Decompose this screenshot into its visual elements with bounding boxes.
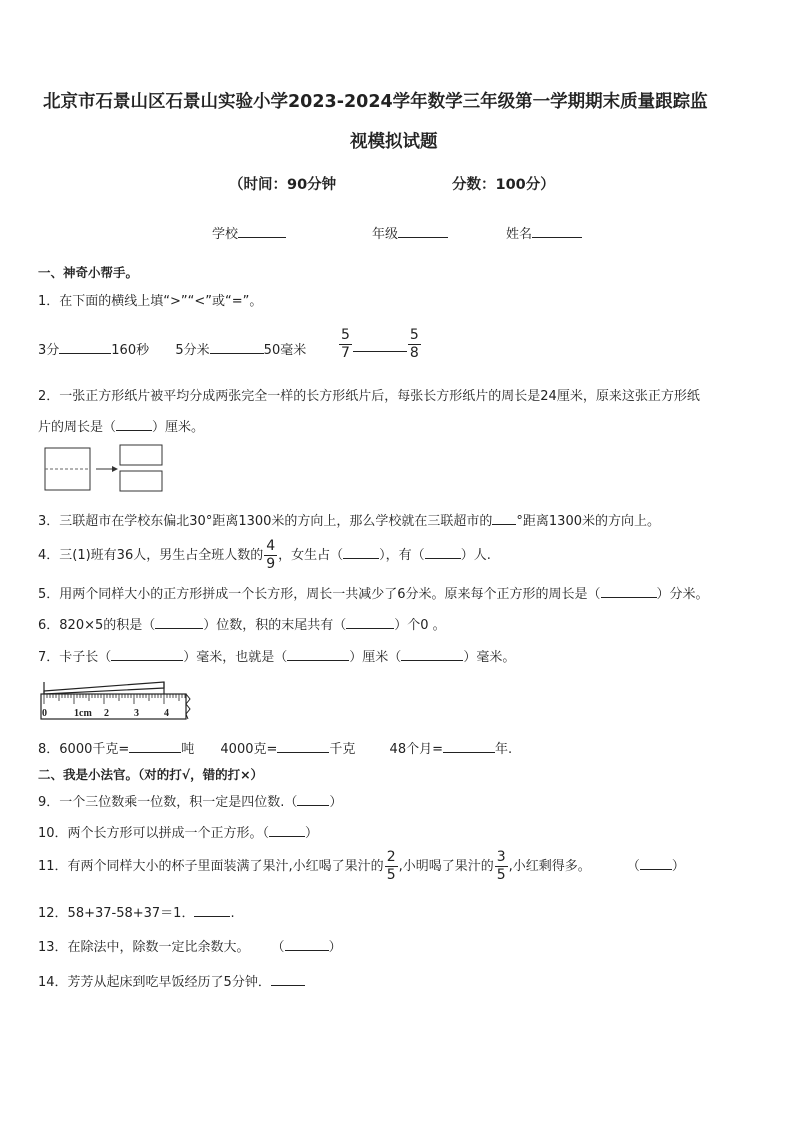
school-label: 学校 — [212, 227, 239, 242]
q9 — [38, 791, 342, 810]
q4-text-a: 4．三(1)班有36人，男生占全班人数的 — [38, 548, 264, 563]
ruler-break-edge — [186, 694, 190, 719]
q2-line1: 2．一张正方形纸片被平均分成两张完全一样的长方形纸片后，每张长方形纸片的周长是24厘米，原来这张正方形纸 — [38, 389, 700, 404]
page-title-line1: 北京市石景山区石景山实验小学2023-2024学年数学三年级第一学期期末质量跟踪监 — [43, 92, 708, 112]
q11-text-e: ） — [671, 859, 685, 874]
q6-text-c: ）个0 。 — [394, 618, 446, 633]
q8-blank-2[interactable] — [277, 739, 329, 753]
fraction-numerator: 5 — [341, 327, 350, 343]
name-field — [506, 223, 582, 242]
q11-fraction-1 — [385, 849, 398, 884]
q2-text-a: 片的周长是（ — [38, 420, 117, 435]
q1-item1-blank[interactable] — [59, 340, 111, 354]
q5-text-b: ）分米。 — [656, 587, 709, 602]
fraction-denominator: 9 — [266, 556, 276, 572]
fraction-denominator: 8 — [409, 345, 419, 361]
q1-item1-left: 3分 — [38, 343, 60, 358]
q3-text-b: °距离1300米的方向上。 — [516, 514, 660, 529]
q11-text-c: ,小红剩得多。 — [508, 859, 591, 874]
q1-item3-left-fraction — [339, 327, 352, 362]
q1-items — [38, 339, 306, 358]
q11-text-d: （ — [626, 859, 640, 874]
q6-text-b: ）位数，积的末尾共有（ — [203, 618, 347, 633]
fraction-numerator: 5 — [409, 327, 419, 343]
q5-blank[interactable] — [601, 584, 657, 598]
q3 — [38, 510, 660, 529]
q8-text-a: 8．6000千克= — [38, 742, 130, 757]
ruler-label: 3 — [134, 708, 139, 719]
name-label: 姓名 — [506, 227, 533, 242]
arrow-head-icon — [112, 466, 118, 472]
q10-text-b: ） — [305, 826, 319, 841]
q8-blank-1[interactable] — [129, 739, 181, 753]
q2-line2 — [38, 416, 204, 435]
q7-blank-3[interactable] — [401, 647, 463, 661]
grade-field — [372, 223, 448, 242]
q13 — [38, 936, 342, 955]
page-title-line2: 视模拟试题 — [350, 132, 438, 152]
fraction-denominator: 7 — [341, 345, 350, 361]
fraction-numerator: 4 — [266, 538, 276, 554]
ruler-figure — [38, 674, 192, 722]
q14-blank[interactable] — [271, 972, 305, 986]
q1-item3-right-fraction — [408, 327, 421, 362]
rectangle-top — [120, 445, 162, 465]
q11-fraction-2 — [495, 849, 508, 884]
q14 — [38, 971, 305, 990]
ruler-label: 0 — [42, 708, 47, 719]
q8-text-d: 千克 — [329, 742, 356, 757]
q4-text-d: ）人. — [460, 548, 491, 563]
q4-blank-2[interactable] — [425, 545, 461, 559]
q1-text: 1．在下面的横线上填“>”“<”或“=”。 — [38, 294, 263, 309]
q7 — [38, 646, 515, 665]
q14-text-a: 14．芳芳从起床到吃早饭经历了5分钟． — [38, 975, 271, 990]
q11 — [38, 849, 685, 884]
section2-heading: 二、我是小法官。（对的打√，错的打×） — [38, 767, 264, 782]
q9-text-a: 9．一个三位数乘一位数，积一定是四位数.（ — [38, 795, 298, 810]
q7-blank-2[interactable] — [287, 647, 349, 661]
square-split-figure — [44, 444, 166, 494]
q8-text-c: 4000克= — [220, 742, 278, 757]
q1-item2-right: 50毫米 — [263, 343, 307, 358]
q13-text-a: 13．在除法中，除数一定比余数大。 — [38, 940, 250, 955]
school-blank[interactable] — [238, 224, 286, 238]
fraction-denominator: 5 — [496, 867, 506, 883]
fraction-denominator: 5 — [386, 867, 396, 883]
q2-text-b: ）厘米。 — [152, 420, 205, 435]
school-field — [212, 223, 286, 242]
q13-blank[interactable] — [285, 937, 329, 951]
q7-blank-1[interactable] — [111, 647, 183, 661]
q13-text-c: ） — [328, 940, 342, 955]
q11-text-b: ,小明喝了果汁的 — [398, 859, 494, 874]
q4 — [38, 538, 491, 573]
q1-item3 — [338, 327, 422, 362]
grade-blank[interactable] — [398, 224, 448, 238]
q4-text-b: ，女生占（ — [278, 548, 344, 563]
ruler-label: 4 — [164, 708, 169, 719]
q9-text-b: ） — [329, 795, 343, 810]
q13-text-b: （ — [271, 940, 285, 955]
q12-text-a: 12．58+37-58+37＝1． — [38, 906, 195, 921]
q8-text-f: 年. — [494, 742, 513, 757]
q12 — [38, 902, 235, 921]
name-blank[interactable] — [532, 224, 582, 238]
q4-fraction — [264, 538, 277, 573]
q7-text-c: ）厘米（ — [349, 650, 402, 665]
ruler-label: 2 — [104, 708, 109, 719]
section1-heading: 一、神奇小帮手。 — [38, 265, 139, 280]
q4-text-c: ），有（ — [379, 548, 425, 563]
q4-blank-1[interactable] — [343, 545, 379, 559]
q7-text-a: 7．卡子长（ — [38, 650, 112, 665]
q8-text-e: 48个月= — [389, 742, 443, 757]
q1-item2-left: 5分米 — [175, 343, 210, 358]
rectangle-bottom — [120, 471, 162, 491]
q6-text-a: 6．820×5的积是（ — [38, 618, 156, 633]
q7-text-b: ）毫米，也就是（ — [183, 650, 288, 665]
q3-text-a: 3．三联超市在学校东偏北30°距离1300米的方向上，那么学校就在三联超市的 — [38, 514, 493, 529]
q1-item1-right: 160秒 — [111, 343, 150, 358]
q7-text-d: ）毫米。 — [463, 650, 516, 665]
q10-text-a: 10．两个长方形可以拼成一个正方形。（ — [38, 826, 270, 841]
grade-label: 年级 — [372, 227, 399, 242]
q10 — [38, 822, 318, 841]
exam-score: 分数：100分） — [452, 177, 555, 193]
q8-blank-3[interactable] — [443, 739, 495, 753]
clip-shape — [44, 682, 164, 694]
q9-blank[interactable] — [297, 792, 329, 806]
ruler-label: 1cm — [74, 708, 92, 719]
fraction-numerator: 2 — [386, 849, 396, 865]
q2-blank[interactable] — [116, 417, 152, 431]
q8-text-b: 吨 — [181, 742, 195, 757]
q12-blank[interactable] — [194, 903, 230, 917]
q5-text-a: 5．用两个同样大小的正方形拼成一个长方形，周长一共减少了6分米。原来每个正方形的周长是（ — [38, 587, 601, 602]
q11-text-a: 11．有两个同样大小的杯子里面装满了果汁,小红喝了果汁的 — [38, 859, 384, 874]
q1-item3-blank[interactable] — [353, 338, 407, 352]
q12-text-b: . — [230, 906, 235, 921]
q6 — [38, 614, 446, 633]
q3-blank[interactable] — [492, 511, 516, 525]
q6-blank-1[interactable] — [155, 615, 203, 629]
q5 — [38, 583, 709, 602]
exam-time: （时间：90分钟 — [229, 177, 337, 193]
q8 — [38, 738, 512, 757]
fraction-numerator: 3 — [496, 849, 506, 865]
q1-item2-blank[interactable] — [210, 340, 264, 354]
q11-blank[interactable] — [640, 856, 672, 870]
q6-blank-2[interactable] — [346, 615, 394, 629]
q10-blank[interactable] — [269, 823, 305, 837]
